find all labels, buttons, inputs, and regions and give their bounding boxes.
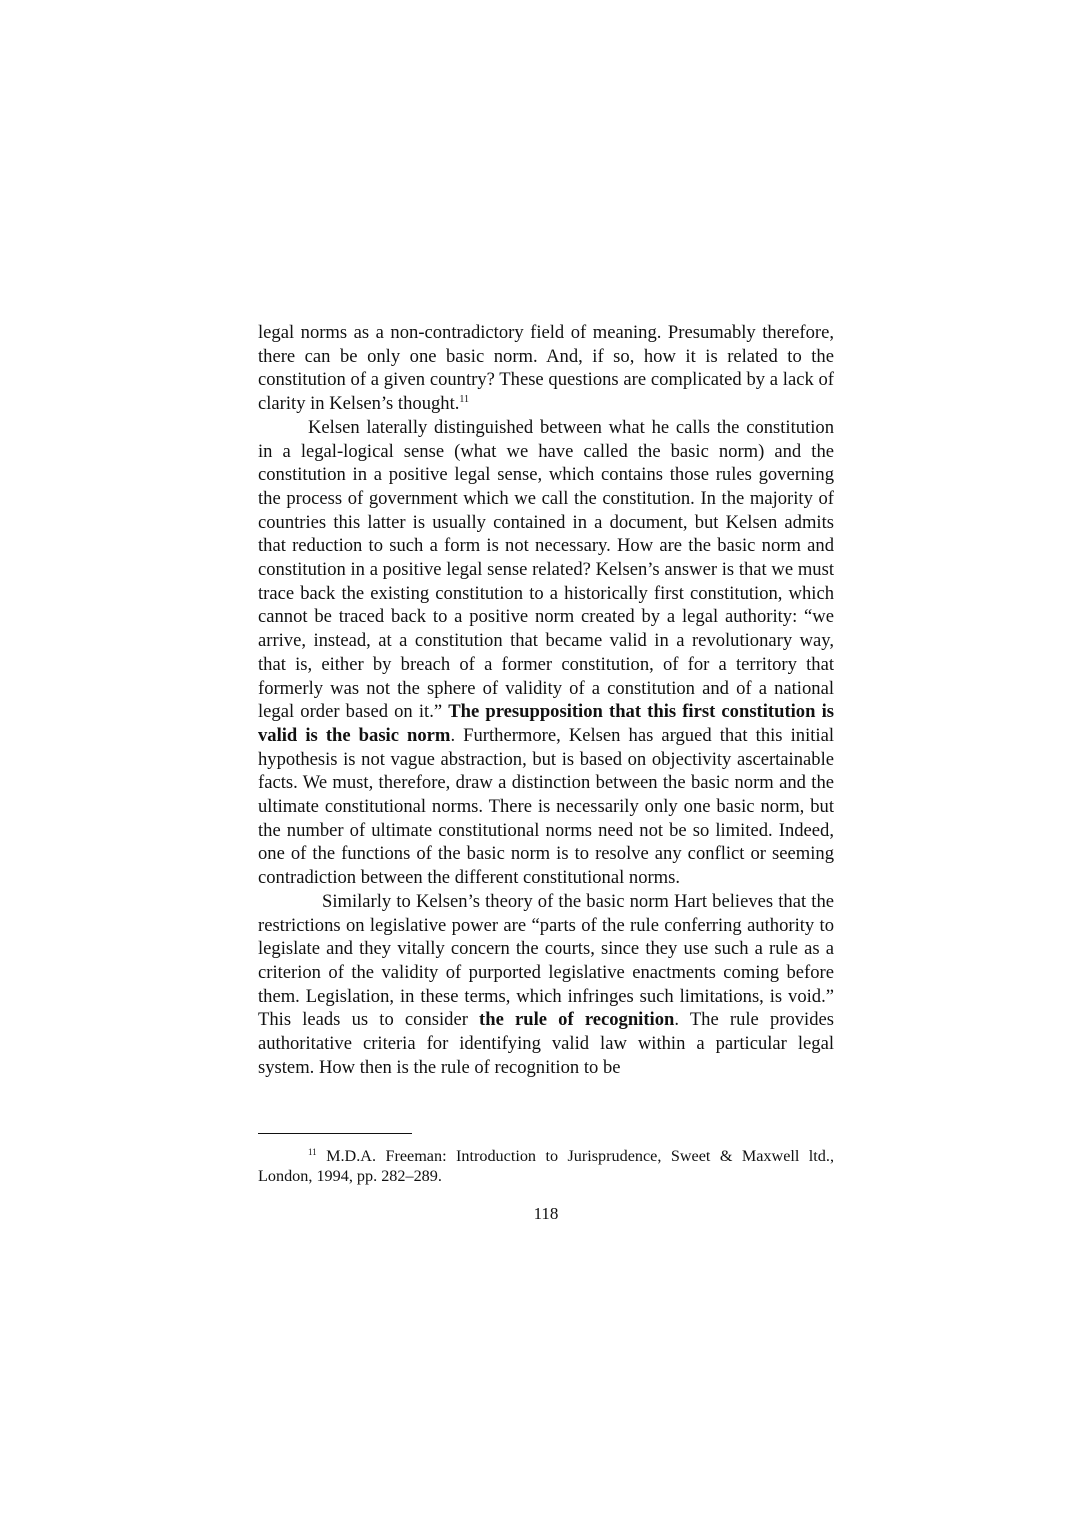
footnote xyxy=(258,1146,834,1186)
footnote-reference: 11 xyxy=(459,394,470,406)
paragraph-3-text-start: Similarly to Kelsen’s theory of the basic norm Hart believes that the restrictions on legislative power are “parts of the rule conferring authority to legislate and they vitally concern the courts, since they use such a rule as a criterion of the validity of purported legislative enactments coming before them. Legislation, in these terms, which infringes such limitations, is void.” This leads us to consider xyxy=(258,890,834,1031)
footnote-text: M.D.A. Freeman: Introduction to Jurisprudence, Sweet & Maxwell ltd., London, 1994, pp. 282–289. xyxy=(258,1147,834,1185)
body-text xyxy=(258,321,834,1080)
paragraph-2-text-end: . Furthermore, Kelsen has argued that this initial hypothesis is not vague abstraction, but is based on objectivity ascertainable facts. We must, therefore, draw a distinction between the basic norm and the ultimate constitutional norms. There is necessarily only one basic norm, but the number of ultimate constitutional norms need not be so limited. Indeed, one of the functions of the basic norm is to resolve any conflict or seeming contradiction between the different constitutional norms. xyxy=(258,724,834,889)
page-number: 118 xyxy=(533,1204,559,1223)
paragraph-3-bold-term: the rule of recognition xyxy=(479,1009,675,1031)
paragraph-2-bold-statement: The presupposition that this first constitution is valid is the basic norm xyxy=(258,701,834,746)
footnote-entry xyxy=(258,1146,834,1186)
paragraph-1-text: legal norms as a non-contradictory field of meaning. Presumably therefore, there can be only one basic norm. And, if so, how it is related to the constitution of a given country? These questions are complicated by a lack of clarity in Kelsen’s thought. xyxy=(258,322,834,415)
paragraph-2-text-start: Kelsen laterally distinguished between what he calls the constitution in a legal-logical sense (what we have called the basic norm) and the constitution in a positive legal sense, which contains those rules governing the process of government which we call the constitution. In the majority of countries this latter is usually contained in a document, but Kelsen admits that reduction to such a form is not necessary. How are the basic norm and constitution in a positive legal sense related? Kelsen’s answer is that we must trace back the existing constitution to a historically first constitution, which cannot be traced back to a positive norm created by a legal authority: “we arrive, instead, at a constitution that became valid in a revolutionary way, that is, either by breach of a former constitution, of for a territory that formerly was not the sphere of validity of a constitution and of a national legal order based on it.” xyxy=(258,416,834,723)
paragraph-1 xyxy=(258,321,834,416)
footnote-number: 11 xyxy=(308,1147,317,1157)
paragraph-2 xyxy=(258,416,834,890)
paragraph-3 xyxy=(258,890,834,1080)
footnote-separator xyxy=(258,1133,412,1134)
paragraph-3-text-end: . The rule provides authoritative criteria for identifying valid law within a particular legal system. How then is the rule of recognition to be xyxy=(258,1009,834,1078)
